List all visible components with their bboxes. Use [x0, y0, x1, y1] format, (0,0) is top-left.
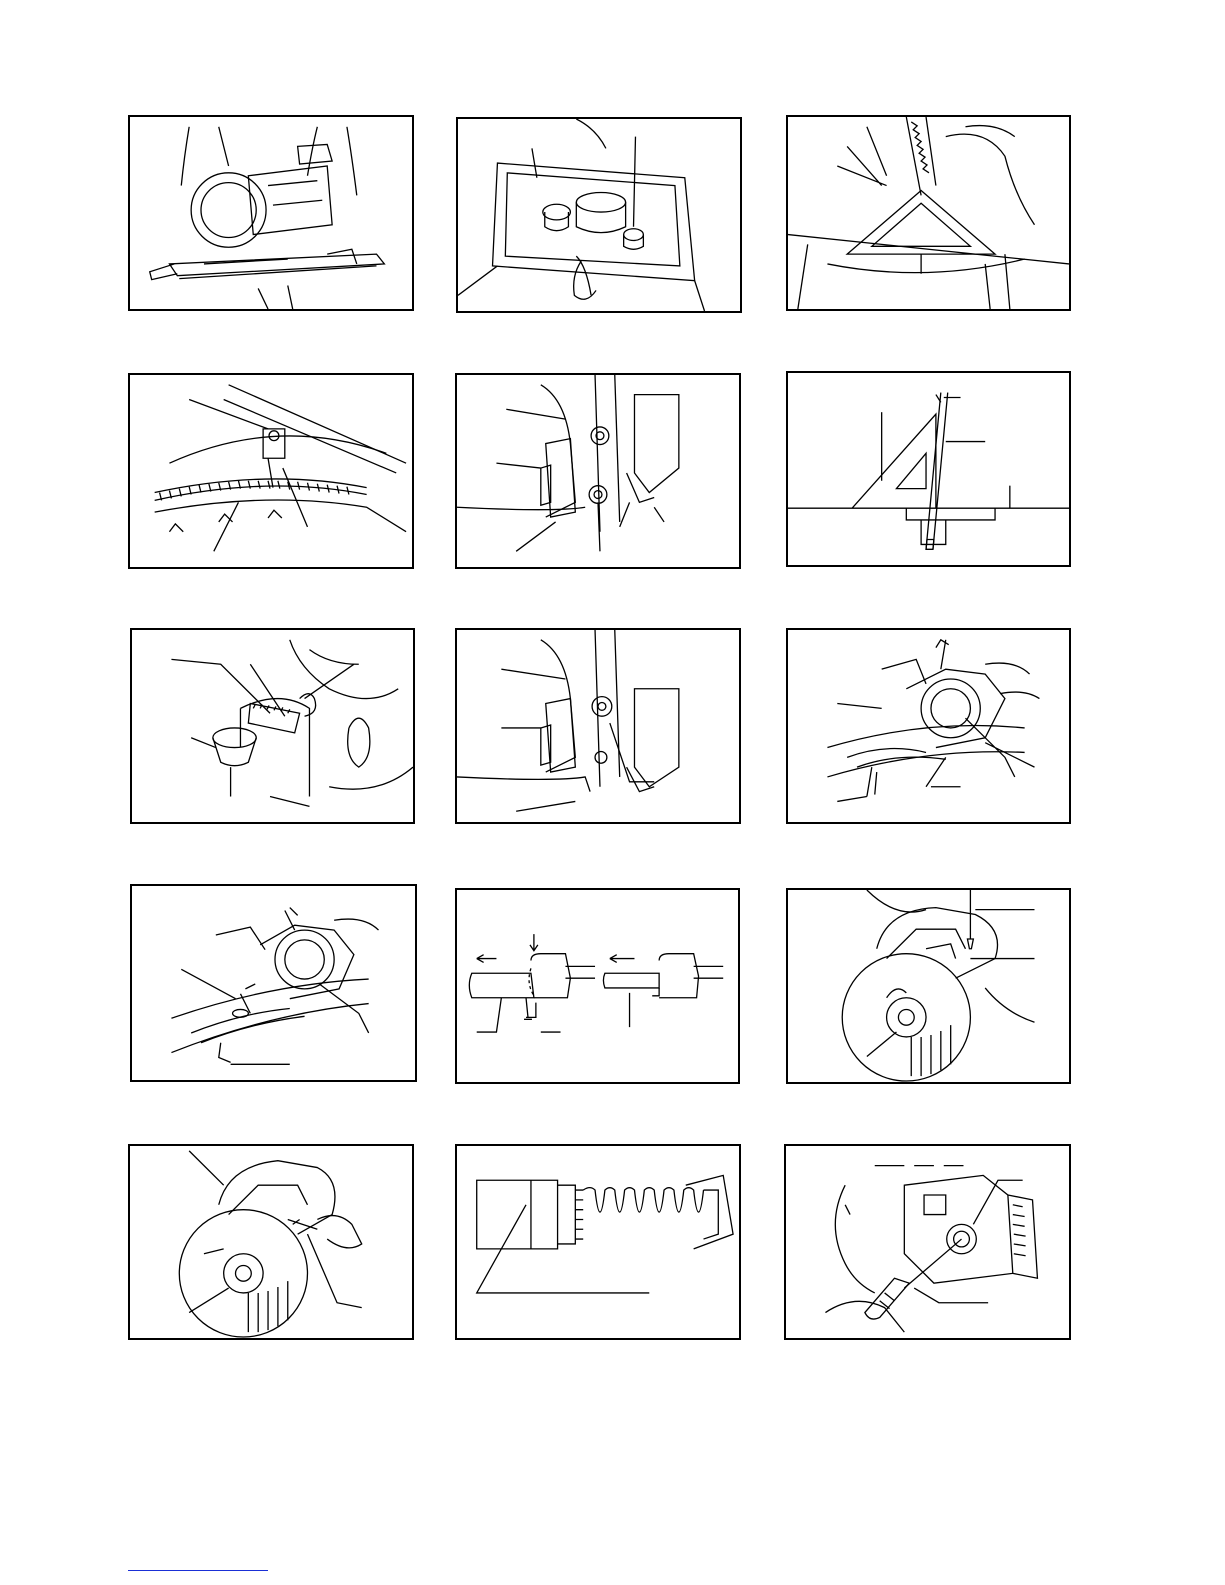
- figure-7: [130, 628, 415, 824]
- figure-11: [455, 888, 740, 1084]
- footer-link-underline: [128, 1570, 268, 1571]
- figure-2: [456, 117, 742, 313]
- figure-10: [130, 884, 417, 1082]
- figure-13: [128, 1144, 414, 1340]
- figure-4: [128, 373, 414, 569]
- figure-8: [455, 628, 741, 824]
- figure-5: [455, 373, 741, 569]
- figure-6: [786, 371, 1071, 567]
- figure-14: [455, 1144, 741, 1340]
- figure-15: [784, 1144, 1071, 1340]
- figure-1: [128, 115, 414, 311]
- figure-12: [786, 888, 1071, 1084]
- figure-3: [786, 115, 1071, 311]
- figure-9: [786, 628, 1071, 824]
